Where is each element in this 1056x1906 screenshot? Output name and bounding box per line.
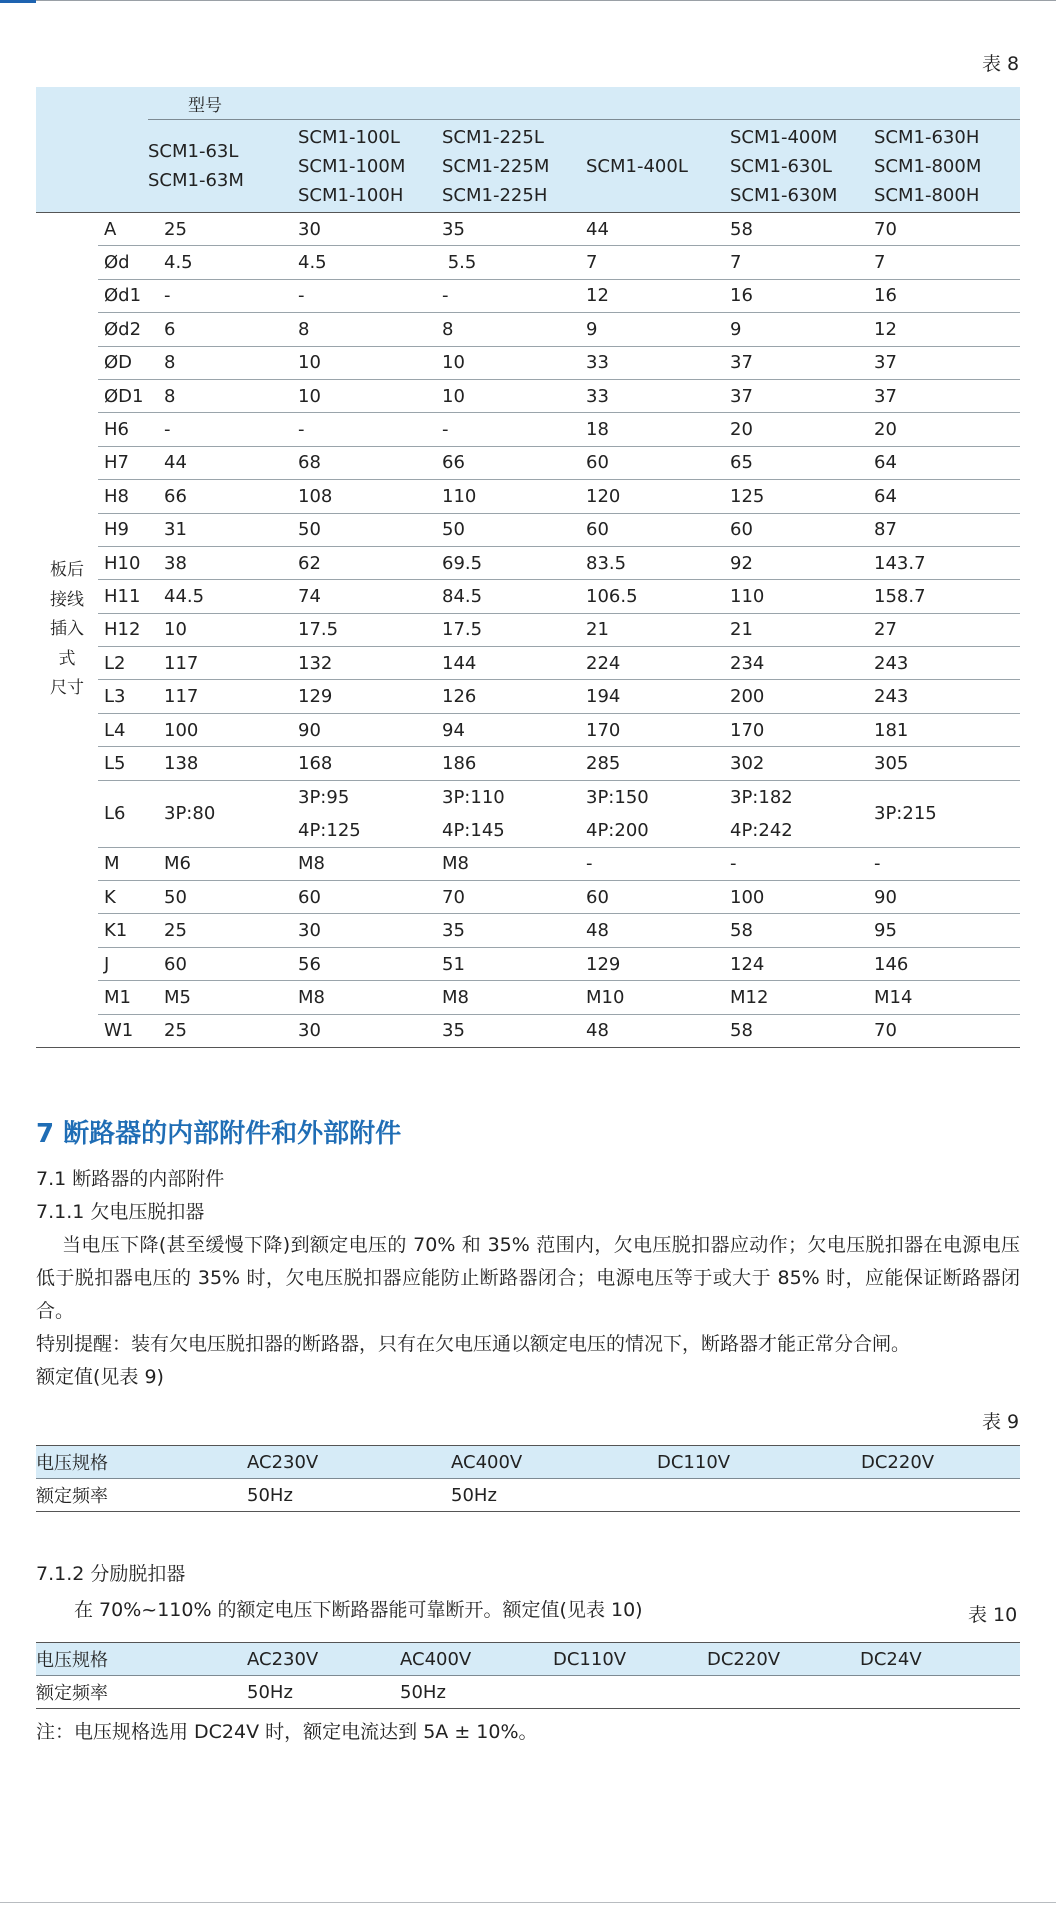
dimension-value: 56 (292, 947, 436, 980)
dimension-label: ØD (98, 346, 148, 379)
cell: DC220V (861, 1446, 1020, 1479)
dimension-value: 16 (724, 279, 868, 312)
dimension-value: 60 (292, 881, 436, 914)
dimension-value: 33 (580, 346, 724, 379)
dimension-value: 69.5 (436, 546, 580, 579)
dimension-value: 37 (868, 379, 1020, 412)
table8-row-K1 (36, 914, 1020, 947)
table8-row-W1 (36, 1014, 1020, 1047)
cell: 50Hz (247, 1676, 400, 1709)
table8-row-M (36, 847, 1020, 880)
table8-row-M1 (36, 981, 1020, 1014)
dimension-label: H10 (98, 546, 148, 579)
model-column-header: SCM1-400L (580, 120, 724, 213)
dimension-label: J (98, 947, 148, 980)
table-9 (36, 1445, 1020, 1512)
dimension-value: 25 (148, 1014, 292, 1047)
dimension-value: 126 (436, 680, 580, 713)
table8-row-L6 (36, 780, 1020, 847)
dimension-value: 50 (436, 513, 580, 546)
dimension-value: 106.5 (580, 580, 724, 613)
dimension-value: 181 (868, 713, 1020, 746)
dimension-value: 83.5 (580, 546, 724, 579)
cell: 50Hz (247, 1479, 451, 1512)
dimension-value: 194 (580, 680, 724, 713)
dimension-value: 58 (724, 914, 868, 947)
dimension-value: 243 (868, 647, 1020, 680)
cell: AC230V (247, 1643, 400, 1676)
dimension-value: 129 (580, 947, 724, 980)
dimension-value: 10 (148, 613, 292, 646)
dimension-value: 87 (868, 513, 1020, 546)
dimension-label: K (98, 881, 148, 914)
dimension-value: - (148, 413, 292, 446)
dimension-value: 62 (292, 546, 436, 579)
dimension-label: Ød (98, 246, 148, 279)
dimension-value: 224 (580, 647, 724, 680)
dimension-value: 7 (580, 246, 724, 279)
cell (553, 1676, 707, 1709)
dimension-value: 65 (724, 446, 868, 479)
dimension-value: M8 (292, 981, 436, 1014)
dimension-value: 60 (724, 513, 868, 546)
cell: 电压规格 (36, 1643, 247, 1676)
cell: DC220V (707, 1643, 860, 1676)
cell: AC400V (451, 1446, 657, 1479)
dimension-value: 92 (724, 546, 868, 579)
dimension-value: 8 (148, 346, 292, 379)
dimension-value: 84.5 (436, 580, 580, 613)
dimension-label: M1 (98, 981, 148, 1014)
cell: AC400V (400, 1643, 553, 1676)
dimension-value: 3P:95 4P:125 (292, 780, 436, 847)
dimension-value: 170 (580, 713, 724, 746)
dimension-value: 170 (724, 713, 868, 746)
dimension-value: 21 (580, 613, 724, 646)
dimension-value: 66 (436, 446, 580, 479)
dimension-value: 64 (868, 480, 1020, 513)
dimension-label: H12 (98, 613, 148, 646)
dimension-value: - (292, 413, 436, 446)
dimension-value: 64 (868, 446, 1020, 479)
section-7-title: 7 断路器的内部附件和外部附件 (36, 1119, 402, 1149)
dimension-value: 35 (436, 1014, 580, 1047)
dimension-value: 10 (292, 346, 436, 379)
dimension-value: 44 (148, 446, 292, 479)
dimension-value: 25 (148, 914, 292, 947)
model-column-header: SCM1-63L SCM1-63M (148, 120, 292, 213)
dimension-value: 146 (868, 947, 1020, 980)
table8-row-L2 (36, 647, 1020, 680)
dimension-value: 8 (436, 313, 580, 346)
dimension-value: 37 (724, 379, 868, 412)
dimension-label: L3 (98, 680, 148, 713)
table8-row-H7 (36, 446, 1020, 479)
dimension-value: 60 (148, 947, 292, 980)
dimension-label: Ød1 (98, 279, 148, 312)
dimension-value: 30 (292, 213, 436, 246)
dimension-label: L4 (98, 713, 148, 746)
table8-row-A (36, 213, 1020, 246)
table8-header-model-row (36, 87, 1020, 120)
table10-caption: 表 10 (968, 1604, 1018, 1626)
dimension-value: M8 (436, 981, 580, 1014)
dimension-value: 60 (580, 513, 724, 546)
cell: DC24V (860, 1643, 1020, 1676)
table8-row-Ød (36, 246, 1020, 279)
dimension-value: 158.7 (868, 580, 1020, 613)
dimension-value: 234 (724, 647, 868, 680)
dimension-value: 35 (436, 213, 580, 246)
dimension-value: 60 (580, 446, 724, 479)
dimension-value: 20 (724, 413, 868, 446)
side-label: 板后 接线 插入 式 尺寸 (36, 213, 98, 1048)
dimension-label: H7 (98, 446, 148, 479)
dimension-value: 27 (868, 613, 1020, 646)
dimension-value: M14 (868, 981, 1020, 1014)
dimension-value: 138 (148, 747, 292, 780)
dimension-value: - (868, 847, 1020, 880)
model-column-header: SCM1-630H SCM1-800M SCM1-800H (868, 120, 1020, 213)
dimension-value: 66 (148, 480, 292, 513)
table8-row-L4 (36, 713, 1020, 746)
dimension-value: 3P:150 4P:200 (580, 780, 724, 847)
table8-row-H12 (36, 613, 1020, 646)
dimension-value: 7 (724, 246, 868, 279)
dimension-value: 285 (580, 747, 724, 780)
dimension-value: 12 (580, 279, 724, 312)
section-7-1-heading: 7.1 断路器的内部附件 (36, 1168, 225, 1190)
dimension-value: 48 (580, 1014, 724, 1047)
model-column-header: SCM1-225L SCM1-225M SCM1-225H (436, 120, 580, 213)
cell: 电压规格 (36, 1446, 247, 1479)
section-7-1-1-heading: 7.1.1 欠电压脱扣器 (36, 1201, 205, 1223)
dimension-value: 38 (148, 546, 292, 579)
dimension-label: H9 (98, 513, 148, 546)
undervoltage-paragraph: 当电压下降(甚至缓慢下降)到额定电压的 70% 和 35% 范围内，欠电压脱扣器应动作；欠电压脱扣器在电源电压低于脱扣器电压的 35% 时，欠电压脱扣器应能防止断路器闭合；电源电压等于或大于 85% 时，应能保证断路器闭合。 (36, 1234, 1020, 1322)
dimension-value: 50 (292, 513, 436, 546)
dimension-label: L2 (98, 647, 148, 680)
dimension-value: 70 (436, 881, 580, 914)
dimension-value: M8 (292, 847, 436, 880)
dimension-value: 3P:80 (148, 780, 292, 847)
table-8 (36, 87, 1020, 1048)
table9-data-row (36, 1479, 1020, 1512)
dimension-value: 8 (148, 379, 292, 412)
top-rule (0, 0, 1056, 1)
dimension-value: 302 (724, 747, 868, 780)
rated-values-ref-9: 额定值(见表 9) (36, 1366, 164, 1388)
dimension-value: 10 (436, 346, 580, 379)
cell (861, 1479, 1020, 1512)
dimension-value: 74 (292, 580, 436, 613)
dimension-value: 243 (868, 680, 1020, 713)
cell: 50Hz (451, 1479, 657, 1512)
dimension-value: 18 (580, 413, 724, 446)
table8-row-ØD1 (36, 379, 1020, 412)
bottom-rule (0, 1902, 1056, 1903)
dimension-value: 10 (292, 379, 436, 412)
table8-row-Ød2 (36, 313, 1020, 346)
shunt-release-paragraph: 在 70%~110% 的额定电压下断路器能可靠断开。额定值(见表 10) (74, 1599, 643, 1621)
dimension-value: 168 (292, 747, 436, 780)
dimension-value: 186 (436, 747, 580, 780)
dimension-value: 48 (580, 914, 724, 947)
dimension-value: 44.5 (148, 580, 292, 613)
dimension-value: - (148, 279, 292, 312)
dimension-value: 144 (436, 647, 580, 680)
dimension-value: 117 (148, 680, 292, 713)
cell (860, 1676, 1020, 1709)
table8-row-Ød1 (36, 279, 1020, 312)
dimension-value: 200 (724, 680, 868, 713)
dimension-value: 30 (292, 914, 436, 947)
dimension-value: 110 (724, 580, 868, 613)
dimension-label: Ød2 (98, 313, 148, 346)
dimension-value: 5.5 (436, 246, 580, 279)
dimension-value: 125 (724, 480, 868, 513)
dimension-value: M5 (148, 981, 292, 1014)
dimension-value: - (580, 847, 724, 880)
dimension-label: M (98, 847, 148, 880)
table10-header-row (36, 1643, 1020, 1676)
dimension-value: 30 (292, 1014, 436, 1047)
model-label: 型号 (148, 87, 1020, 120)
dimension-value: 31 (148, 513, 292, 546)
dimension-label: W1 (98, 1014, 148, 1047)
dimension-label: A (98, 213, 148, 246)
dimension-value: 132 (292, 647, 436, 680)
section-7-1-2-heading: 7.1.2 分励脱扣器 (36, 1563, 186, 1585)
dimension-value: 20 (868, 413, 1020, 446)
table-10 (36, 1642, 1020, 1709)
table8-row-ØD (36, 346, 1020, 379)
dimension-value: 16 (868, 279, 1020, 312)
table8-row-H6 (36, 413, 1020, 446)
dimension-value: 120 (580, 480, 724, 513)
dimension-value: 7 (868, 246, 1020, 279)
dimension-value: 124 (724, 947, 868, 980)
dimension-label: L6 (98, 780, 148, 847)
dimension-value: 110 (436, 480, 580, 513)
table9-caption: 表 9 (982, 1411, 1020, 1433)
table8-row-L5 (36, 747, 1020, 780)
dimension-value: - (436, 279, 580, 312)
dimension-value: 3P:110 4P:145 (436, 780, 580, 847)
table10-data-row (36, 1676, 1020, 1709)
cell: 额定频率 (36, 1479, 247, 1512)
dimension-value: 35 (436, 914, 580, 947)
dimension-value: 95 (868, 914, 1020, 947)
dimension-label: L5 (98, 747, 148, 780)
dimension-value: 58 (724, 1014, 868, 1047)
dimension-value: 108 (292, 480, 436, 513)
dimension-value: 9 (580, 313, 724, 346)
dimension-value: 51 (436, 947, 580, 980)
dimension-value: M8 (436, 847, 580, 880)
dimension-label: H8 (98, 480, 148, 513)
dimension-value: 4.5 (148, 246, 292, 279)
table8-row-J (36, 947, 1020, 980)
dimension-value: 9 (724, 313, 868, 346)
dimension-label: H11 (98, 580, 148, 613)
dimension-value: 3P:215 (868, 780, 1020, 847)
table8-row-H11 (36, 580, 1020, 613)
dimension-value: 12 (868, 313, 1020, 346)
cell: AC230V (247, 1446, 451, 1479)
dimension-value: 70 (868, 213, 1020, 246)
dimension-value: 37 (868, 346, 1020, 379)
special-reminder-paragraph: 特别提醒：装有欠电压脱扣器的断路器，只有在欠电压通以额定电压的情况下，断路器才能正常分合闸。 (36, 1333, 911, 1355)
model-column-header: SCM1-100L SCM1-100M SCM1-100H (292, 120, 436, 213)
dimension-value: 44 (580, 213, 724, 246)
dimension-value: 33 (580, 379, 724, 412)
dimension-value: 305 (868, 747, 1020, 780)
table8-row-K (36, 881, 1020, 914)
dimension-value: M12 (724, 981, 868, 1014)
dimension-value: 129 (292, 680, 436, 713)
dimension-value: 10 (436, 379, 580, 412)
dimension-label: ØD1 (98, 379, 148, 412)
dimension-value: M10 (580, 981, 724, 1014)
table8-row-H10 (36, 546, 1020, 579)
dimension-value: 8 (292, 313, 436, 346)
dimension-value: M6 (148, 847, 292, 880)
dimension-value: 90 (292, 713, 436, 746)
dimension-value: 90 (868, 881, 1020, 914)
cell: 50Hz (400, 1676, 553, 1709)
dimension-value: 70 (868, 1014, 1020, 1047)
dimension-value: 143.7 (868, 546, 1020, 579)
cell (707, 1676, 860, 1709)
dimension-value: 60 (580, 881, 724, 914)
cell: DC110V (657, 1446, 861, 1479)
dimension-value: 100 (148, 713, 292, 746)
table8-caption: 表 8 (982, 53, 1020, 75)
dimension-value: 17.5 (436, 613, 580, 646)
dimension-value: 21 (724, 613, 868, 646)
dimension-value: 25 (148, 213, 292, 246)
table8-row-H9 (36, 513, 1020, 546)
dimension-value: 6 (148, 313, 292, 346)
dimension-label: K1 (98, 914, 148, 947)
dimension-value: 3P:182 4P:242 (724, 780, 868, 847)
table9-header-row (36, 1446, 1020, 1479)
cell (657, 1479, 861, 1512)
dimension-value: 50 (148, 881, 292, 914)
footnote: 注：电压规格选用 DC24V 时，额定电流达到 5A ± 10%。 (36, 1721, 538, 1743)
cell: 额定频率 (36, 1676, 247, 1709)
dimension-value: 100 (724, 881, 868, 914)
dimension-value: 68 (292, 446, 436, 479)
cell: DC110V (553, 1643, 707, 1676)
dimension-value: 4.5 (292, 246, 436, 279)
dimension-value: - (292, 279, 436, 312)
dimension-value: - (724, 847, 868, 880)
dimension-value: 94 (436, 713, 580, 746)
table8-header-models-row (36, 120, 1020, 213)
dimension-value: 58 (724, 213, 868, 246)
dimension-value: - (436, 413, 580, 446)
dimension-value: 37 (724, 346, 868, 379)
table8-row-H8 (36, 480, 1020, 513)
top-accent-bar (0, 0, 36, 3)
table8-row-L3 (36, 680, 1020, 713)
dimension-value: 117 (148, 647, 292, 680)
model-column-header: SCM1-400M SCM1-630L SCM1-630M (724, 120, 868, 213)
dimension-value: 17.5 (292, 613, 436, 646)
dimension-label: H6 (98, 413, 148, 446)
